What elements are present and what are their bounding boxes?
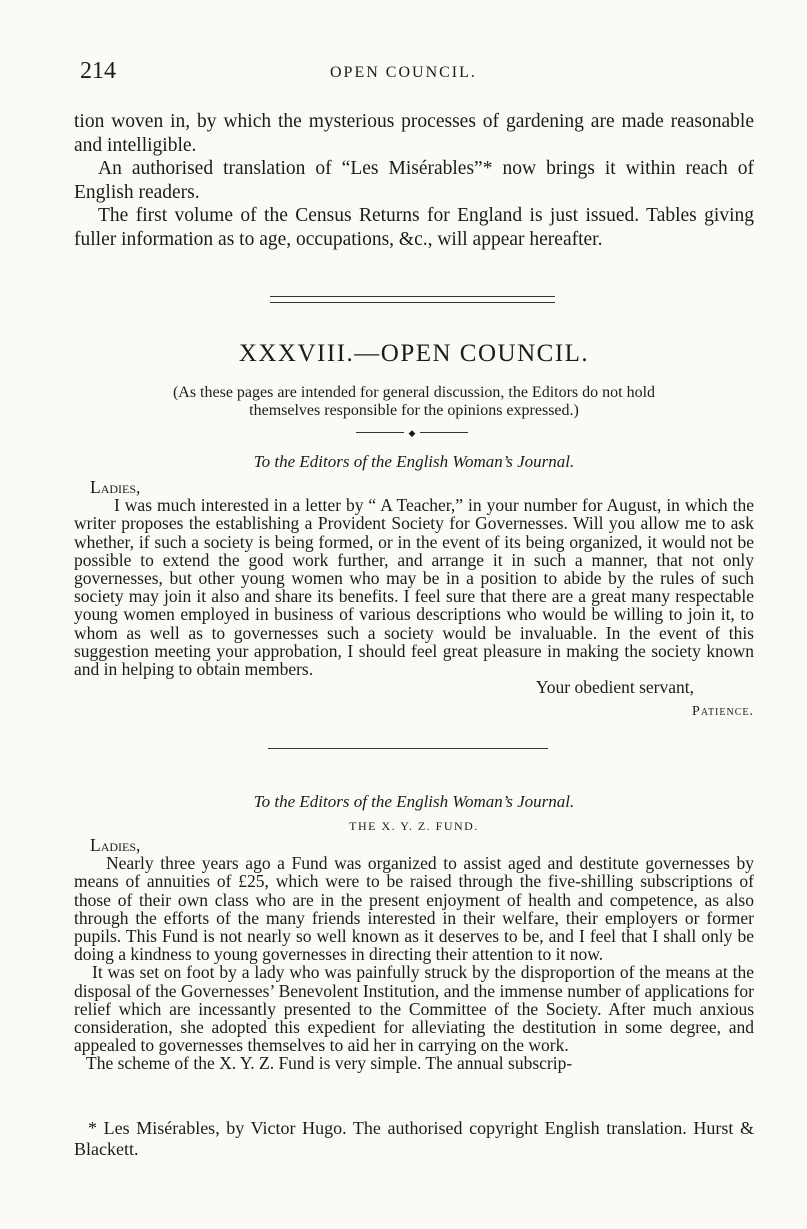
section-divider-top (270, 296, 555, 297)
letter2 (74, 836, 754, 1073)
letter1-body: I was much interested in a letter by “ A Teacher,” in your number for August, in which the writer proposes the establishing a Provident Society for Governesses. Will you allow me to ask whether, if such a society is being formed, or in the event of its being organized, it would not be possible to extend the good work further, and arrange it in such a manner, that not only governesses, but other young women who may be in a position to abide by the rules of such society may join it also and share its benefits. I feel sure that there are a great many respectable young women employed in business of various descriptions who would be willing to join it, to whom as well as to governesses such a society would be invaluable. In the event of this suggestion meeting your approbation, I should feel great pleasure in making the society known and in helping to obtain members. (74, 495, 754, 680)
journal-page (74, 58, 754, 1159)
letter2-paragraph-3: The scheme of the X. Y. Z. Fund is very simple. The annual subscrip- (86, 1053, 573, 1074)
intro-text (74, 110, 754, 251)
running-title: OPEN COUNCIL. (330, 64, 477, 81)
intro-paragraph-miserables: An authorised translation of “Les Misérables”* now brings it within reach of English readers. (74, 158, 754, 203)
footnote: * Les Misérables, by Victor Hugo. The authorised copyright English translation. Hurst & Blackett. (74, 1118, 754, 1159)
disclaimer-line-1: (As these pages are intended for general discussion, the Editors do not hold (172, 384, 656, 401)
letter2-salutation: Ladies, (90, 835, 141, 855)
letter1-closing: Your obedient servant, (535, 677, 694, 698)
disclaimer-line-2: themselves responsible for the opinions expressed.) (249, 402, 579, 419)
page-header (74, 58, 754, 88)
intro-paragraph-census: The first volume of the Census Returns for England is just issued. Tables giving fuller information as to age, occupations, &c., will appear hereafter. (74, 205, 754, 250)
letter2-heading: To the Editors of the English Woman’s Journal. (253, 792, 575, 811)
section-heading: XXXVIII.—OPEN COUNCIL. (238, 340, 590, 367)
letter1 (74, 478, 754, 696)
diamond-ornament-icon: ◆ (408, 428, 416, 438)
intro-paragraph-continuation: tion woven in, by which the mysterious processes of gardening are made reasonable and intelligible. (74, 111, 754, 156)
letter1-heading: To the Editors of the English Woman’s Journal. (253, 452, 575, 471)
letter2-paragraph-2: It was set on foot by a lady who was painfully struck by the disproportion of the means at the disposal of the Governesses’ Benevolent Institution, and the immense number of applications for relief which are incessantly presented to the Committee of the Society. After much anxious consideration, she adopted this expedient for alleviating the destitution in some degree, and appealed to governesses themselves to aid her in carrying on the work. (74, 962, 754, 1056)
letter2-subheading: THE X. Y. Z. FUND. (349, 819, 479, 833)
letter1-signature: Patience. (692, 704, 754, 719)
page-number: 214 (80, 58, 116, 84)
letter-divider (268, 748, 548, 749)
letter2-paragraph-1: Nearly three years ago a Fund was organized to assist aged and destitute governesses by means of annuities of £25, which were to be raised through the five-shilling subscriptions of those of their own class who are in the present enjoyment of health and competence, as also through the efforts of the many friends interested in their welfare, their employers or former pupils. This Fund is not nearly so well known as it deserves to be, and I feel that I shall only be doing a kindness to young governesses in directing their attention to it now. (74, 853, 754, 965)
section-divider-bottom (270, 302, 555, 303)
ornamental-divider (356, 430, 468, 436)
letter1-salutation: Ladies, (90, 477, 141, 497)
editorial-disclaimer (74, 384, 754, 420)
